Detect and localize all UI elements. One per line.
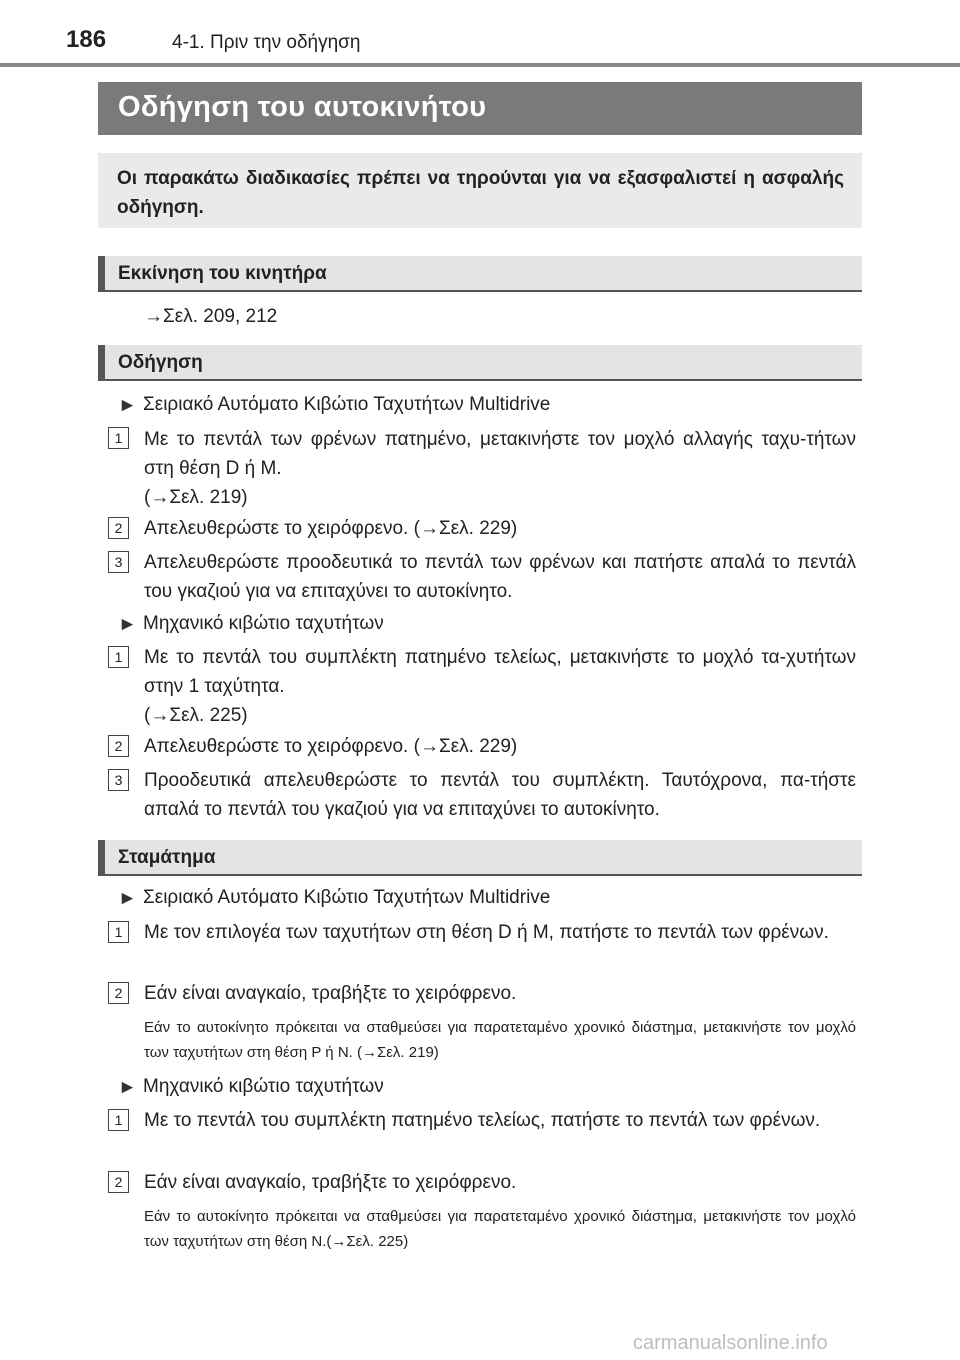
step-text: Απελευθερώστε το χειρόφρενο. (→Σελ. 229)	[144, 518, 518, 539]
info-note: Εάν το αυτοκίνητο πρόκειται να σταθμεύσει για παρατεταμένο χρονικό διάστημα, μετακινήστε τον μοχλό των ταχυτήτων στη θέση N.(→Σελ. 225)	[144, 1208, 856, 1250]
section-stopping	[98, 840, 862, 876]
subsection-label: Σειριακό Αυτόματο Κιβώτιο Ταχυτήτων Multidrive	[143, 887, 551, 908]
step-text: Εάν είναι αναγκαίο, τραβήξτε το χειρόφρενο.	[144, 983, 517, 1004]
engine-start-page-ref: →Σελ. 209, 212	[144, 306, 278, 327]
subsection-label: Μηχανικό κιβώτιο ταχυτήτων	[143, 1076, 384, 1097]
intro-text: Οι παρακάτω διαδικασίες πρέπει να τηρούνται για να εξασφαλιστεί η ασφαλής οδήγηση.	[98, 153, 862, 228]
step-text: Απελευθερώστε προοδευτικά το πεντάλ των φρένων και πατήστε απαλά το πεντάλ του γκαζιού για να επιταχύνει το αυτοκίνητο.	[144, 552, 856, 602]
step-number: 1	[108, 646, 129, 668]
chapter-title: 4-1. Πριν την οδήγηση	[172, 32, 361, 53]
page-title: Οδήγηση του αυτοκινήτου	[98, 82, 862, 135]
step-text	[144, 425, 856, 512]
section-engine-start	[98, 256, 862, 292]
step-text: Εάν είναι αναγκαίο, τραβήξτε το χειρόφρενο.	[144, 1172, 517, 1193]
step-number: 2	[108, 517, 129, 539]
step-number: 3	[108, 551, 129, 573]
step-page-ref: (→Σελ. 225)	[144, 705, 248, 726]
subsection-label: Μηχανικό κιβώτιο ταχυτήτων	[143, 613, 384, 634]
triangle-bullet-icon: ►	[118, 614, 137, 635]
step-number: 2	[108, 1171, 129, 1193]
step-text	[144, 643, 856, 730]
info-note: Εάν το αυτοκίνητο πρόκειται να σταθμεύσει για παρατεταμένο χρονικό διάστημα, μετακινήστε τον μοχλό των ταχυτήτων στη θέση P ή N. (→Σελ. 219)	[144, 1019, 856, 1061]
step-body: Με το πεντάλ των φρένων πατημένο, μετακινήστε τον μοχλό αλλαγής ταχυ-τήτων στη θέση D ή M.	[144, 429, 856, 479]
watermark: carmanualsonline.info	[633, 1332, 828, 1354]
step-text: Με το πεντάλ του συμπλέκτη πατημένο τελείως, πατήστε το πεντάλ των φρένων.	[144, 1110, 821, 1131]
page-number: 186	[66, 26, 107, 53]
step-text: Απελευθερώστε το χειρόφρενο. (→Σελ. 229)	[144, 736, 518, 757]
page-header	[0, 0, 960, 70]
section-heading: Οδήγηση	[118, 352, 203, 373]
step-body: Με το πεντάλ του συμπλέκτη πατημένο τελείως, μετακινήστε το μοχλό τα-χυτήτων στην 1 ταχύτητα.	[144, 647, 856, 697]
triangle-bullet-icon: ►	[118, 1077, 137, 1098]
step-number: 3	[108, 769, 129, 791]
step-number: 2	[108, 982, 129, 1004]
step-number: 1	[108, 1109, 129, 1131]
section-driving	[98, 345, 862, 381]
step-number: 1	[108, 427, 129, 449]
step-number: 2	[108, 735, 129, 757]
step-number: 1	[108, 921, 129, 943]
section-heading: Εκκίνηση του κινητήρα	[118, 263, 327, 284]
header-divider	[0, 63, 960, 67]
section-heading: Σταμάτημα	[118, 847, 216, 868]
step-text: Με τον επιλογέα των ταχυτήτων στη θέση D ή M, πατήστε το πεντάλ των φρένων.	[144, 922, 829, 943]
subsection-label: Σειριακό Αυτόματο Κιβώτιο Ταχυτήτων Multidrive	[143, 394, 551, 415]
triangle-bullet-icon: ►	[118, 888, 137, 909]
triangle-bullet-icon: ►	[118, 395, 137, 416]
step-page-ref: (→Σελ. 219)	[144, 487, 248, 508]
step-text: Προοδευτικά απελευθερώστε το πεντάλ του συμπλέκτη. Ταυτόχρονα, πα-τήστε απαλά το πεντάλ του γκαζιού για να επιταχύνει το αυτοκίνητο.	[144, 770, 856, 820]
